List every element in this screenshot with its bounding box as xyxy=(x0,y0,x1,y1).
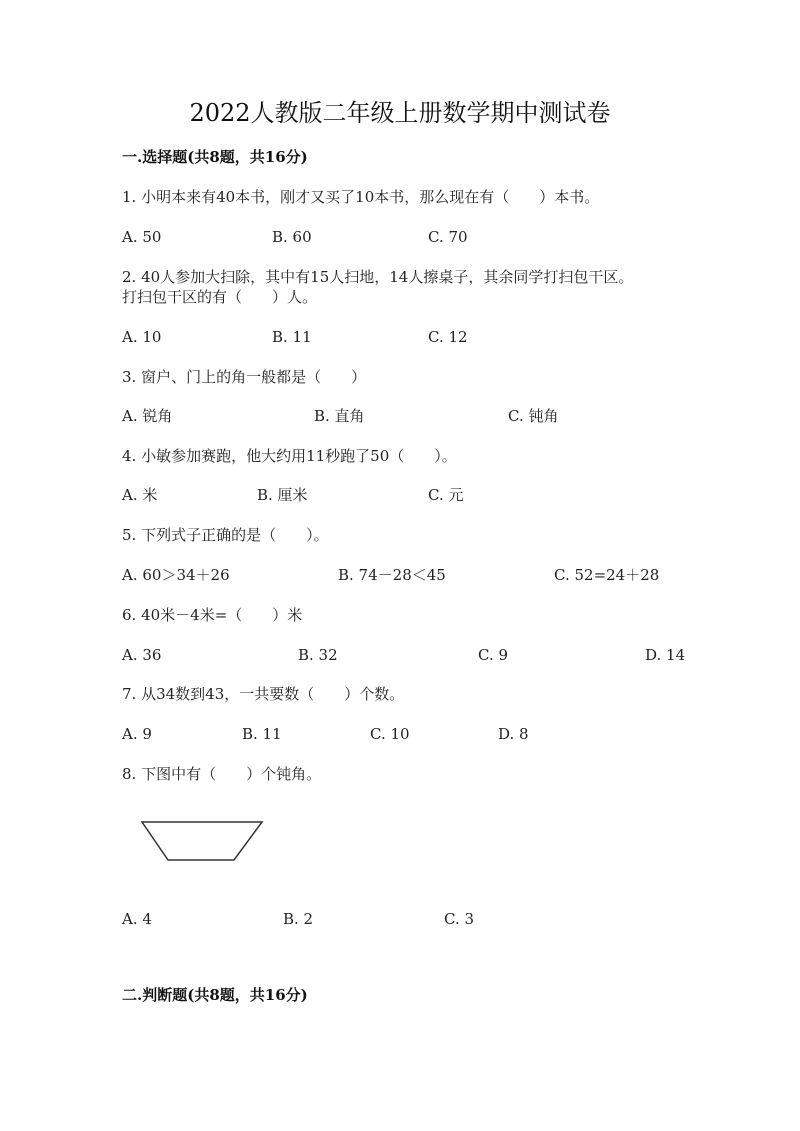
option-b: B. 32 xyxy=(298,646,338,664)
section-heading-choice: 一.选择题(共8题，共16分) xyxy=(122,148,308,166)
option-c: C. 9 xyxy=(478,646,509,664)
option-d: D. 14 xyxy=(645,646,686,664)
option-a: A. 锐角 xyxy=(122,407,173,425)
question-6: 6. 40米－4米=（ ）米 xyxy=(122,606,303,624)
option-c: C. 钝角 xyxy=(508,407,559,425)
option-c: C. 12 xyxy=(428,328,468,346)
option-b: B. 11 xyxy=(272,328,312,346)
page-title: 2022人教版二年级上册数学期中测试卷 xyxy=(189,99,611,127)
option-a: A. 9 xyxy=(122,725,152,743)
option-b: B. 直角 xyxy=(314,407,365,425)
option-b: B. 2 xyxy=(283,910,314,928)
option-b: B. 74－28＜45 xyxy=(338,566,446,584)
option-b: B. 11 xyxy=(242,725,282,743)
option-a: A. 50 xyxy=(122,228,162,246)
option-c: C. 3 xyxy=(444,910,475,928)
question-4: 4. 小敏参加赛跑，他大约用11秒跑了50（ ）。 xyxy=(122,447,457,465)
question-5: 5. 下列式子正确的是（ ）。 xyxy=(122,526,329,544)
question-2-line-2: 打扫包干区的有（ ）人。 xyxy=(122,288,318,306)
option-a: A. 米 xyxy=(122,486,158,504)
option-c: C. 10 xyxy=(370,725,410,743)
option-b: B. 60 xyxy=(272,228,312,246)
section-heading-judgment: 二.判断题(共8题，共16分) xyxy=(122,986,308,1004)
question-7: 7. 从34数到43，一共要数（ ）个数。 xyxy=(122,685,405,703)
option-a: A. 60＞34＋26 xyxy=(122,566,230,584)
option-c: C. 元 xyxy=(428,486,464,504)
option-a: A. 36 xyxy=(122,646,162,664)
option-c: C. 52=24＋28 xyxy=(554,566,660,584)
option-d: D. 8 xyxy=(498,725,529,743)
question-2-line-1: 2. 40人参加大扫除，其中有15人扫地，14人擦桌子，其余同学打扫包干区。 xyxy=(122,268,634,286)
option-a: A. 10 xyxy=(122,328,162,346)
question-1: 1. 小明本来有40本书，刚才又买了10本书，那么现在有（ ）本书。 xyxy=(122,188,600,206)
question-3: 3. 窗户、门上的角一般都是（ ） xyxy=(122,368,367,386)
question-8: 8. 下图中有（ ）个钝角。 xyxy=(122,765,322,783)
option-c: C. 70 xyxy=(428,228,468,246)
option-b: B. 厘米 xyxy=(257,486,308,504)
option-a: A. 4 xyxy=(122,910,152,928)
trapezoid-figure xyxy=(138,818,268,864)
